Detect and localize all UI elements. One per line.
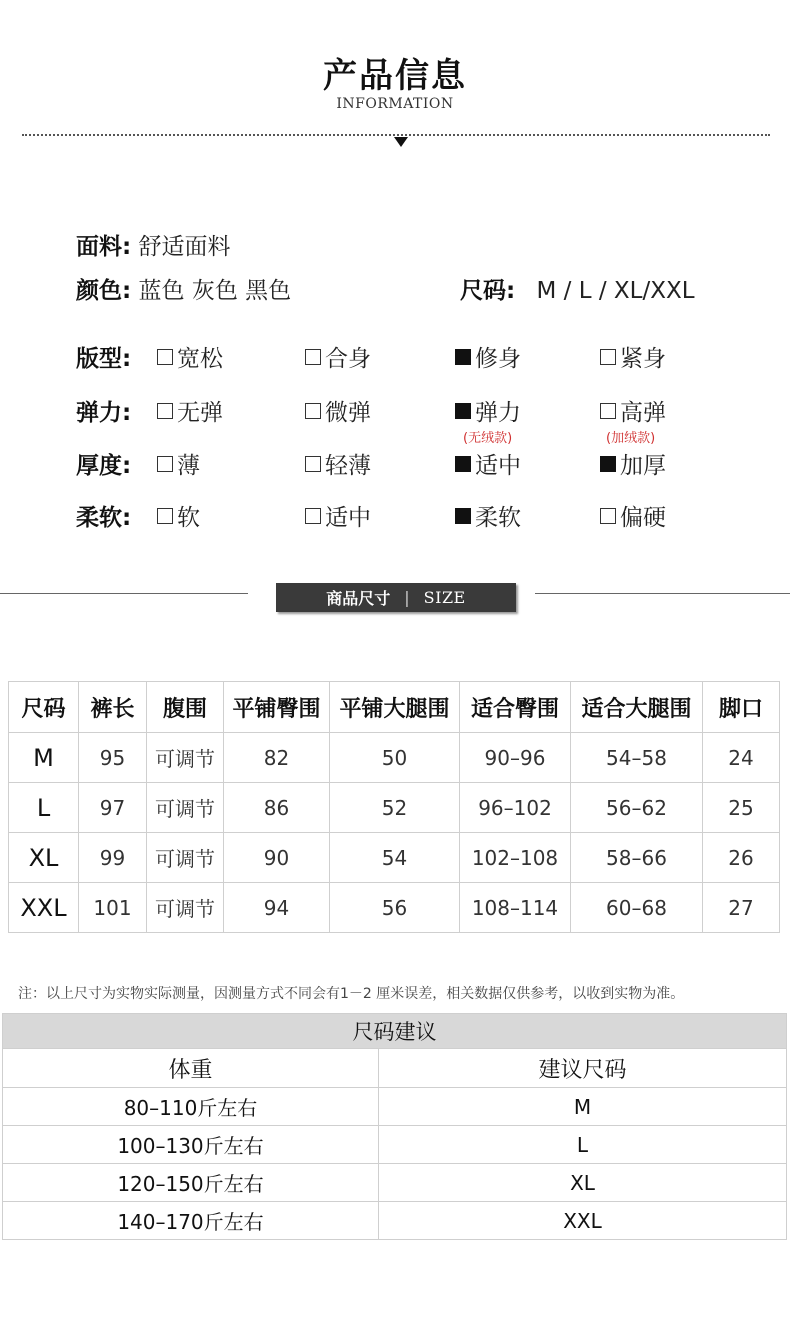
weight-cell: 120–150斤左右 bbox=[3, 1164, 379, 1202]
option-softness-stiff: 偏硬 bbox=[600, 499, 666, 532]
size-range-value: M / L / XL/XXL bbox=[536, 278, 695, 304]
table-cell: 52 bbox=[330, 783, 460, 833]
fabric-value: 舒适面料 bbox=[138, 234, 231, 260]
checkbox-empty-icon bbox=[600, 403, 616, 419]
size-cell: L bbox=[9, 783, 79, 833]
table-cell: 54–58 bbox=[571, 733, 703, 783]
table-cell: 86 bbox=[224, 783, 330, 833]
size-cell: XXL bbox=[379, 1202, 787, 1240]
table-cell: 24 bbox=[703, 733, 780, 783]
table-row bbox=[3, 1088, 787, 1126]
size-cell: M bbox=[9, 733, 79, 783]
table-cell: 102–108 bbox=[460, 833, 571, 883]
option-softness-soft: 软 bbox=[157, 499, 200, 532]
checkbox-empty-icon bbox=[157, 508, 173, 524]
checkbox-filled-icon bbox=[455, 456, 471, 472]
option-softness-medium: 适中 bbox=[305, 499, 371, 532]
divider-left bbox=[0, 593, 248, 594]
attr-label-stretch: 弹力: bbox=[76, 400, 132, 426]
size-cell: L bbox=[379, 1126, 787, 1164]
column-header: 裤长 bbox=[79, 682, 147, 733]
weight-cell: 100–130斤左右 bbox=[3, 1126, 379, 1164]
table-cell: 96–102 bbox=[460, 783, 571, 833]
table-cell: 56 bbox=[330, 883, 460, 933]
checkbox-empty-icon bbox=[600, 349, 616, 365]
recommendation-header bbox=[3, 1049, 787, 1088]
table-cell: 54 bbox=[330, 833, 460, 883]
option-thickness-thin: 薄 bbox=[157, 447, 200, 480]
size-table bbox=[8, 681, 780, 933]
option-thickness-medium: 适中 bbox=[455, 447, 521, 480]
column-header: 腹围 bbox=[147, 682, 224, 733]
option-fit-slim: 修身 bbox=[455, 340, 521, 373]
table-cell: 97 bbox=[79, 783, 147, 833]
note-no-fleece: (无绒款) bbox=[463, 431, 513, 446]
note-fleece: (加绒款) bbox=[606, 431, 656, 446]
checkbox-empty-icon bbox=[305, 403, 321, 419]
option-stretch-medium: 弹力 bbox=[455, 394, 521, 427]
table-row bbox=[3, 1126, 787, 1164]
attr-label-fit: 版型: bbox=[76, 346, 132, 372]
option-fit-tight: 紧身 bbox=[600, 340, 666, 373]
option-thickness-light: 轻薄 bbox=[305, 447, 371, 480]
table-cell: 95 bbox=[79, 733, 147, 783]
checkbox-empty-icon bbox=[305, 456, 321, 472]
size-section-banner bbox=[276, 583, 516, 612]
checkbox-filled-icon bbox=[600, 456, 616, 472]
table-row bbox=[9, 833, 780, 883]
option-stretch-high: 高弹 bbox=[600, 394, 666, 427]
table-cell: 90–96 bbox=[460, 733, 571, 783]
color-value: 蓝色 灰色 黑色 bbox=[138, 278, 292, 304]
table-cell: 101 bbox=[79, 883, 147, 933]
column-header: 体重 bbox=[3, 1049, 379, 1088]
table-cell: 50 bbox=[330, 733, 460, 783]
column-header: 脚口 bbox=[703, 682, 780, 733]
checkbox-empty-icon bbox=[157, 349, 173, 365]
column-header: 平铺臀围 bbox=[224, 682, 330, 733]
size-table-header bbox=[9, 682, 780, 733]
table-cell: 26 bbox=[703, 833, 780, 883]
checkbox-empty-icon bbox=[600, 508, 616, 524]
weight-cell: 140–170斤左右 bbox=[3, 1202, 379, 1240]
size-cell: M bbox=[379, 1088, 787, 1126]
page-subtitle: INFORMATION bbox=[336, 96, 454, 112]
option-thickness-thick: 加厚 bbox=[600, 447, 666, 480]
option-fit-regular: 合身 bbox=[305, 340, 371, 373]
page-title: 产品信息 bbox=[323, 56, 467, 96]
size-cell: XL bbox=[9, 833, 79, 883]
checkbox-empty-icon bbox=[157, 403, 173, 419]
table-row bbox=[3, 1164, 787, 1202]
table-row bbox=[3, 1202, 787, 1240]
column-header: 平铺大腿围 bbox=[330, 682, 460, 733]
size-range-row bbox=[460, 272, 695, 305]
table-cell: 可调节 bbox=[147, 833, 224, 883]
table-cell: 27 bbox=[703, 883, 780, 933]
table-cell: 60–68 bbox=[571, 883, 703, 933]
option-softness-very-soft: 柔软 bbox=[455, 499, 521, 532]
size-banner-cn: 商品尺寸 bbox=[326, 589, 391, 608]
size-range-label: 尺码: bbox=[460, 278, 516, 304]
recommendation-caption-row bbox=[3, 1014, 787, 1049]
fabric-row bbox=[76, 228, 231, 261]
color-row bbox=[76, 272, 291, 305]
table-row bbox=[9, 783, 780, 833]
divider-right bbox=[535, 593, 790, 594]
column-header: 尺码 bbox=[9, 682, 79, 733]
checkbox-empty-icon bbox=[305, 349, 321, 365]
size-banner-separator: | bbox=[404, 588, 410, 607]
recommendation-caption: 尺码建议 bbox=[3, 1014, 787, 1049]
fabric-label: 面料: bbox=[76, 234, 132, 260]
checkbox-empty-icon bbox=[305, 508, 321, 524]
checkbox-empty-icon bbox=[157, 456, 173, 472]
size-cell: XL bbox=[379, 1164, 787, 1202]
size-cell: XXL bbox=[9, 883, 79, 933]
triangle-down-icon bbox=[394, 137, 408, 147]
table-cell: 25 bbox=[703, 783, 780, 833]
table-cell: 58–66 bbox=[571, 833, 703, 883]
checkbox-filled-icon bbox=[455, 349, 471, 365]
weight-cell: 80–110斤左右 bbox=[3, 1088, 379, 1126]
color-label: 颜色: bbox=[76, 278, 132, 304]
checkbox-filled-icon bbox=[455, 403, 471, 419]
table-cell: 94 bbox=[224, 883, 330, 933]
table-cell: 可调节 bbox=[147, 733, 224, 783]
table-cell: 可调节 bbox=[147, 883, 224, 933]
option-stretch-none: 无弹 bbox=[157, 394, 223, 427]
table-cell: 82 bbox=[224, 733, 330, 783]
column-header: 建议尺码 bbox=[379, 1049, 787, 1088]
column-header: 适合大腿围 bbox=[571, 682, 703, 733]
option-stretch-slight: 微弹 bbox=[305, 394, 371, 427]
table-cell: 99 bbox=[79, 833, 147, 883]
measurement-footnote: 注：以上尺寸为实物实际测量，因测量方式不同会有1－2 厘米误差，相关数据仅供参考，以收到实物为准。 bbox=[18, 986, 685, 1002]
column-header: 适合臀围 bbox=[460, 682, 571, 733]
dotted-divider bbox=[22, 134, 770, 136]
table-cell: 108–114 bbox=[460, 883, 571, 933]
table-row bbox=[9, 883, 780, 933]
attr-label-thickness: 厚度: bbox=[76, 453, 132, 479]
table-cell: 90 bbox=[224, 833, 330, 883]
attr-label-softness: 柔软: bbox=[76, 505, 132, 531]
checkbox-filled-icon bbox=[455, 508, 471, 524]
size-banner-en: SIZE bbox=[423, 588, 466, 607]
size-recommendation-table bbox=[2, 1013, 787, 1240]
table-cell: 56–62 bbox=[571, 783, 703, 833]
option-fit-loose: 宽松 bbox=[157, 340, 223, 373]
table-cell: 可调节 bbox=[147, 783, 224, 833]
table-row bbox=[9, 733, 780, 783]
